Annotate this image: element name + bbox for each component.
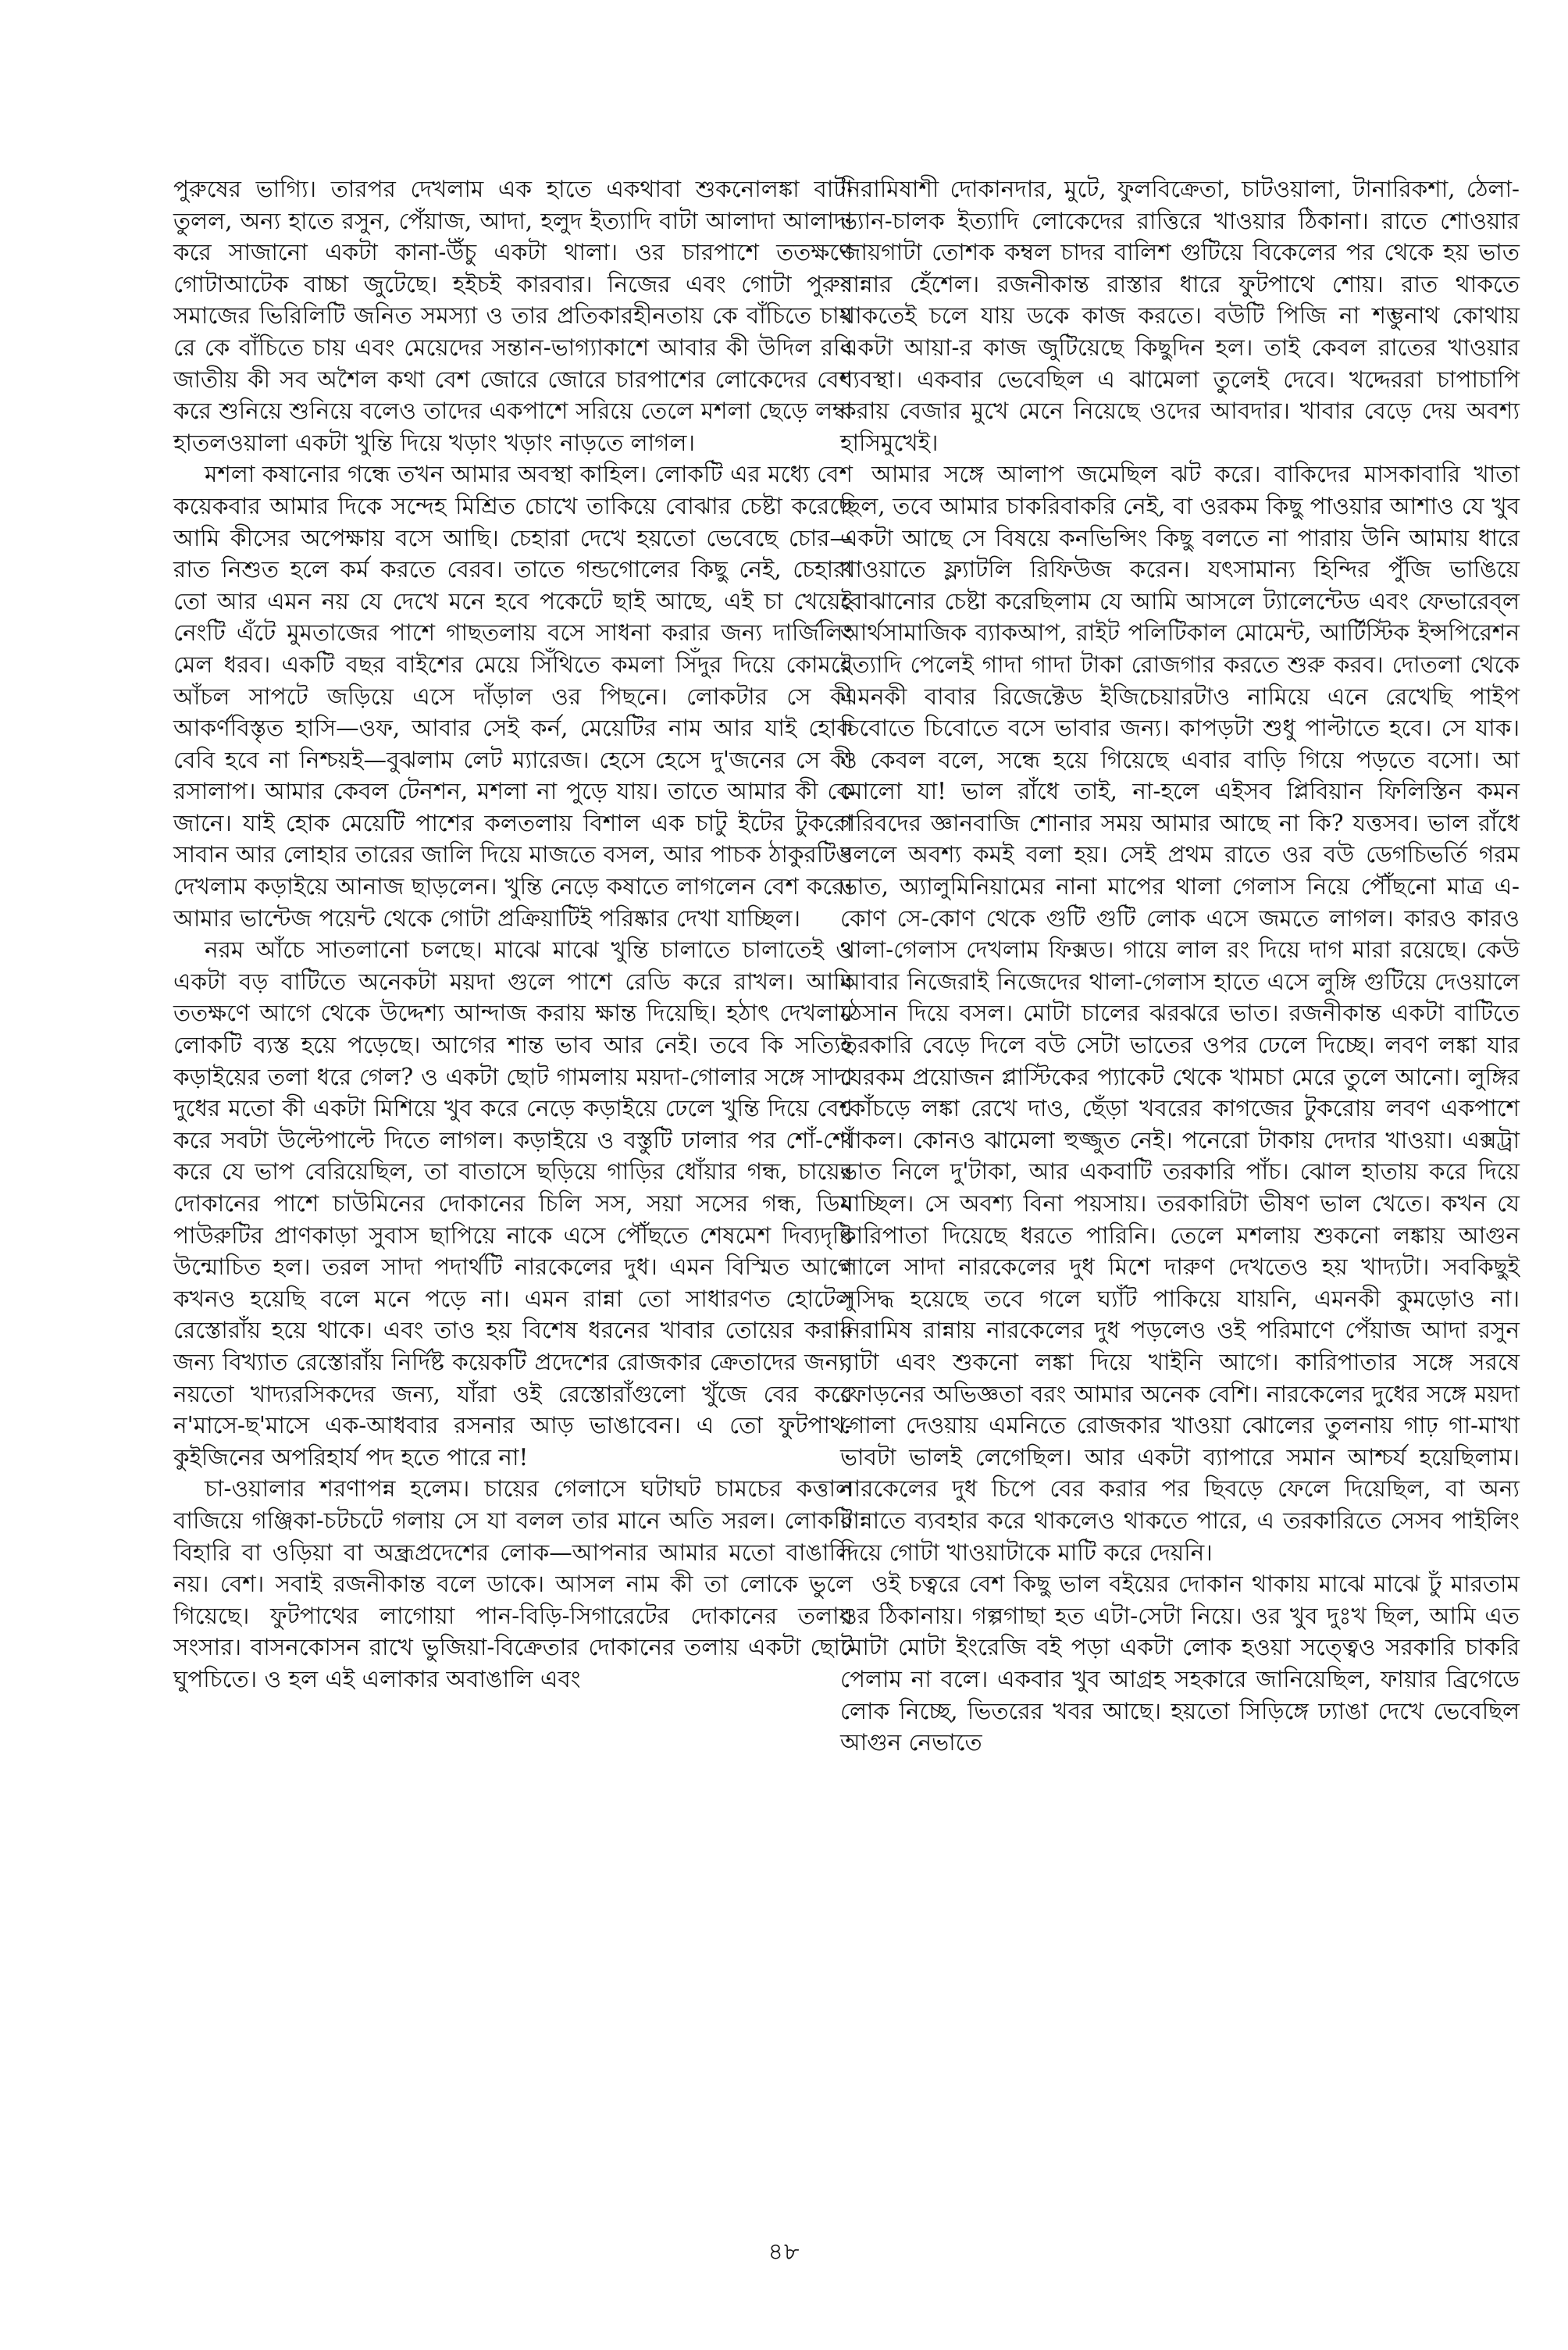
paragraph: নরম আঁচে সাতলানো চলছে। মাঝে মাঝে খুন্তি চালাতে চালাতেই ও একটা বড় বাটিতে অনেকটা ময়দা গুলে পাশে রেডি করে রাখল। আমি ততক্ষণে আগে থেকে উদ্দেশ্য আন্দাজ করায় ক্ষান্ত দিয়েছি। হঠাৎ দেখলাম লোকটি ব্যস্ত হয়ে পড়েছে। আগের শান্ত ভাব আর নেই। তবে কি সত্যিই কড়াইয়ের তলা ধরে গেল? ও একটা ছোট গামলায় ময়দা-গোলার সঙ্গে সাদা দুধের মতো কী একটা মিশিয়ে খুব করে নেড়ে কড়াইয়ে ঢেলে খুন্তি দিয়ে বেশ করে সবটা উল্টেপাল্টে দিতে লাগল। কড়াইয়ে ও বস্তুটি ঢালার পর শোঁ-শোঁ করে যে ভাপ বেরিয়েছিল, তা বাতাসে ছড়িয়ে গাড়ির ধোঁয়ার গন্ধ, চায়ের দোকানের পাশে চাউমিনের দোকানের চিলি সস, সয়া সসের গন্ধ, ডিম পাউরুটির প্রাণকাড়া সুবাস ছাপিয়ে নাকে এসে পৌঁছতে শেষমেশ দিব্যদৃষ্টি উন্মোচিত হল। তরল সাদা পদার্থটি নারকেলের দুধ। এমন বিস্মিত আগে কখনও হয়েছি বলে মনে পড়ে না। এমন রান্না তো সাধারণত হোটেল রেস্তোরাঁয় হয়ে থাকে। এবং তাও হয় বিশেষ ধরনের খাবার তোয়ের করার জন্য বিখ্যাত রেস্তোরাঁয় নির্দিষ্ট কয়েকটি প্রদেশের রোজকার ক্রেতাদের জন্য, নয়তো খাদ্যরসিকদের জন্য, যাঁরা ওই রেস্তোরাঁগুলো খুঁজে বের করে ন'মাসে-ছ'মাসে এক-আধবার রসনার আড় ভাঙাবেন। এ তো ফুটপাথ-কুইজিনের অপরিহার্য পদ হতে পারে না! <box>173 936 853 1471</box>
page-number: ৪৮ <box>768 2238 800 2266</box>
paragraph: নিরামিষাশী দোকানদার, মুটে, ফুলবিক্রেতা, চাটওয়ালা, টানারিকশা, ঠেলা-ভ্যান-চালক ইত্যাদি লোকেদের রাত্তিরে খাওয়ার ঠিকানা। রাতে শোওয়ার জায়গাটা তোশক কম্বল চাদর বালিশ গুটিয়ে বিকেলের পর থেকে হয় ভাত রান্নার হেঁশেল। রজনীকান্ত রাস্তার ধারে ফুটপাথে শোয়। রাত থাকতে থাকতেই চলে যায় ডকে কাজ করতে। বউটি পিজি না শম্ভুনাথ কোথায় একটা আয়া-র কাজ জুটিয়েছে কিছুদিন হল। তাই কেবল রাতের খাওয়ার ব্যবস্থা। একবার ভেবেছিল এ ঝামেলা তুলেই দেবে। খদ্দেররা চাপাচাপি করায় বেজার মুখে মেনে নিয়েছে ওদের আবদার। খাবার বেড়ে দেয় অবশ্য হাসিমুখেই। <box>840 176 1520 456</box>
paragraph: পুরুষের ভাগ্যি। তারপর দেখলাম এক হাতে একথাবা শুকনোলঙ্কা বাটা তুলল, অন্য হাতে রসুন, পেঁয়াজ, আদা, হলুদ ইত্যাদি বাটা আলাদা আলাদা করে সাজানো একটা কানা-উঁচু একটা থালা। ওর চারপাশে ততক্ষণে গোটাআটেক বাচ্চা জুটেছে। হইচই কারবার। নিজের এবং গোটা পুরুষ সমাজের ভিরিলিটি জনিত সমস্যা ও তার প্রতিকারহীনতায় কে বাঁচিতে চায় রে কে বাঁচিতে চায় এবং মেয়েদের সন্তান-ভাগ্যাকাশে আবার কী উদিল রবি জাতীয় কী সব অশৈল কথা বেশ জোরে জোরে চারপাশের লোকেদের বেশ করে শুনিয়ে শুনিয়ে বলেও তাদের একপাশে সরিয়ে তেলে মশলা ছেড়ে লম্বা হাতলওয়ালা একটা খুন্তি দিয়ে খড়াং খড়াং নাড়তে লাগল। <box>173 176 853 456</box>
left-text-column <box>173 173 853 1696</box>
paragraph: চা-ওয়ালার শরণাপন্ন হলেম। চায়ের গেলাসে ঘটাঘট চামচের কত্তাল বাজিয়ে গঞ্জিকা-চটচটে গলায় সে যা বলল তার মানে অতি সরল। লোকটি বিহারি বা ওড়িয়া বা অন্ধ্রপ্রদেশের লোক—আপনার আমার মতো বাঙালি নয়। বেশ। সবাই রজনীকান্ত বলে ডাকে। আসল নাম কী তা লোকে ভুলে গিয়েছে। ফুটপাথের লাগোয়া পান-বিড়ি-সিগারেটের দোকানের তলায় সংসার। বাসনকোসন রাখে ভুজিয়া-বিক্রেতার দোকানের তলায় একটা ছোট ঘুপচিতে। ও হল এই এলাকার অবাঙালি এবং <box>173 1475 853 1692</box>
paragraph: আমার সঙ্গে আলাপ জমেছিল ঝট করে। বাকিদের মাসকাবারি খাতা ছিল, তবে আমার চাকরিবাকরি নেই, বা ওরকম কিছু পাওয়ার আশাও যে খুব একটা আছে সে বিষয়ে কনভিন্সিং কিছু বলতে না পারায় উনি আমায় ধারে খাওয়াতে ফ্ল্যাটলি রিফিউজ করেন। যৎসামান্য হিন্দির পুঁজি ভাঙিয়ে বোঝানোর চেষ্টা করেছিলাম যে আমি আসলে ট্যালেন্টেড এবং ফেভারেব্‌ল আর্থসামাজিক ব্যাকআপ, রাইট পলিটিকাল মোমেন্ট, আর্টিস্টিক ইন্সপিরেশন ইত্যাদি পেলেই গাদা গাদা টাকা রোজগার করতে শুরু করব। দোতলা থেকে এমনকী বাবার রিজেক্টেড ইজিচেয়ারটাও নামিয়ে এনে রেখেছি পাইপ চিবোতে চিবোতে বসে ভাবার জন্য। কাপড়টা শুধু পাল্টাতে হবে। সে যাক। ও কেবল বলে, সন্ধে হয়ে গিয়েছে এবার বাড়ি গিয়ে পড়তে বসো। আ মোলো যা! ভাল রাঁধে তাই, না-হলে এইসব প্লিবিয়ান ফিলিস্তিন কমন গরিবদের জ্ঞানবাজি শোনার সময় আমার আছে না কি? যত্তসব। ভাল রাঁধে বললে অবশ্য কমই বলা হয়। সেই প্রথম রাতে ওর বউ ডেগচিভর্তি গরম ভাত, অ্যালুমিনিয়ামের নানা মাপের থালা গেলাস নিয়ে পৌঁছনো মাত্র এ-কোণ সে-কোণ থেকে গুটি গুটি লোক এসে জমতে লাগল। কারও কারও থালা-গেলাস দেখলাম ফিক্সড। গায়ে লাল রং দিয়ে দাগ মারা রয়েছে। কেউ আবার নিজেরাই নিজেদের থালা-গেলাস হাতে এসে লুঙ্গি গুটিয়ে দেওয়ালে ঠেসান দিয়ে বসল। মোটা চালের ঝরঝরে ভাত। রজনীকান্ত একটা বাটিতে তরকারি বেড়ে দিলে বউ সেটা ভাতের ওপর ঢেলে দিচ্ছে। লবণ লঙ্কা যার যেরকম প্রয়োজন প্লাস্টিকের প্যাকেট থেকে খামচা মেরে তুলে আনো। লুঙ্গির কোঁচড়ে লঙ্কা রেখে দাও, ছেঁড়া খবরের কাগজের টুকরোয় লবণ একপাশে থাকল। কোনও ঝামেলা হুজ্জুত নেই। পনেরো টাকায় দেদার খাওয়া। এক্সট্রা ভাত নিলে দু'টাকা, আর একবাটি তরকারি পাঁচ। ঝোল হাতায় করে দিয়ে যাচ্ছিল। সে অবশ্য বিনা পয়সায়। তরকারিটা ভীষণ ভাল খেতে। কখন যে কারিপাতা দিয়েছে ধরতে পারিনি। তেলে মশলায় শুকনো লঙ্কায় আগুন লালে সাদা নারকেলের দুধ মিশে দারুণ দেখতেও হয় খাদ্যটা। সবকিছুই সুসিদ্ধ হয়েছে তবে গলে ঘ্যাঁট পাকিয়ে যায়নি, এমনকী কুমড়োও না। নিরামিষ রান্নায় নারকেলের দুধ পড়লেও ওই পরিমাণে পেঁয়াজ আদা রসুন বাটা এবং শুকনো লঙ্কা দিয়ে খাইনি আগে। কারিপাতার সঙ্গে সরষে ফোড়নের অভিজ্ঞতা বরং আমার অনেক বেশি। নারকেলের দুধের সঙ্গে ময়দা গোলা দেওয়ায় এমনিতে রোজকার খাওয়া ঝোলের তুলনায় গাঢ় গা-মাখা ভাবটা ভালই লেগেছিল। আর একটা ব্যাপারে সমান আশ্চর্য হয়েছিলাম। নারকেলের দুধ চিপে বের করার পর ছিবড়ে ফেলে দিয়েছিল, বা অন্য রান্নাতে ব্যবহার করে থাকলেও থাকতে পারে, এ তরকারিতে সেসব পাইলিং দিয়ে গোটা খাওয়াটাকে মাটি করে দেয়নি। <box>840 461 1520 1566</box>
right-text-column <box>840 173 1520 1759</box>
paragraph: ওই চত্বরে বেশ কিছু ভাল বইয়ের দোকান থাকায় মাঝে মাঝে ঢুঁ মারতাম ওর ঠিকানায়। গল্পগাছা হত এটা-সেটা নিয়ে। ওর খুব দুঃখ ছিল, আমি এত মোটা মোটা ইংরেজি বই পড়া একটা লোক হওয়া সত্ত্বেও সরকারি চাকরি পেলাম না বলে। একবার খুব আগ্রহ সহকারে জানিয়েছিল, ফায়ার ব্রিগেডে লোক নিচ্ছে, ভিতরের খবর আছে। হয়তো সিড়িঙ্গে ঢ্যাঙা দেখে ভেবেছিল আগুন নেভাতে <box>840 1571 1520 1756</box>
paragraph: মশলা কষানোর গন্ধে তখন আমার অবস্থা কাহিল। লোকটি এর মধ্যে বেশ কয়েকবার আমার দিকে সন্দেহ মিশ্রিত চোখে তাকিয়ে বোঝার চেষ্টা করেছে আমি কীসের অপেক্ষায় বসে আছি। চেহারা দেখে হয়তো ভেবেছে চোর—রাত নিশুত হলে কর্ম করতে বেরব। তাতে গন্ডগোলের কিছু নেই, চেহারা তো আর এমন নয় যে দেখে মনে হবে পকেটে ছাই আছে, এই চা খেয়েই নেংটি এঁটে মুমতাজের পাশে গাছতলায় বসে সাধনা করার জন্য দার্জিলিং মেল ধরব। একটি বছর বাইশের মেয়ে সিঁথিতে কমলা সিঁদুর দিয়ে কোমরে আঁচল সাপটে জড়িয়ে এসে দাঁড়াল ওর পিছনে। লোকটার সে কী আকর্ণবিস্তৃত হাসি—ওফ, আবার সেই কর্ন, মেয়েটির নাম আর যাই হোক বেবি হবে না নিশ্চয়ই—বুঝলাম লেট ম্যারেজ। হেসে হেসে দু'জনের সে কী রসালাপ। আমার কেবল টেনশন, মশলা না পুড়ে যায়। তাতে আমার কী কে জানে। যাই হোক মেয়েটি পাশের কলতলায় বিশাল এক চাটু ইটের টুকরো সাবান আর লোহার তারের জালি দিয়ে মাজতে বসল, আর পাচক ঠাকুরটিও দেখলাম কড়াইয়ে আনাজ ছাড়লেন। খুন্তি নেড়ে কষাতে লাগলেন বেশ করে। আমার ভান্টেজ পয়েন্ট থেকে গোটা প্রক্রিয়াটিই পরিষ্কার দেখা যাচ্ছিল। <box>173 461 853 932</box>
